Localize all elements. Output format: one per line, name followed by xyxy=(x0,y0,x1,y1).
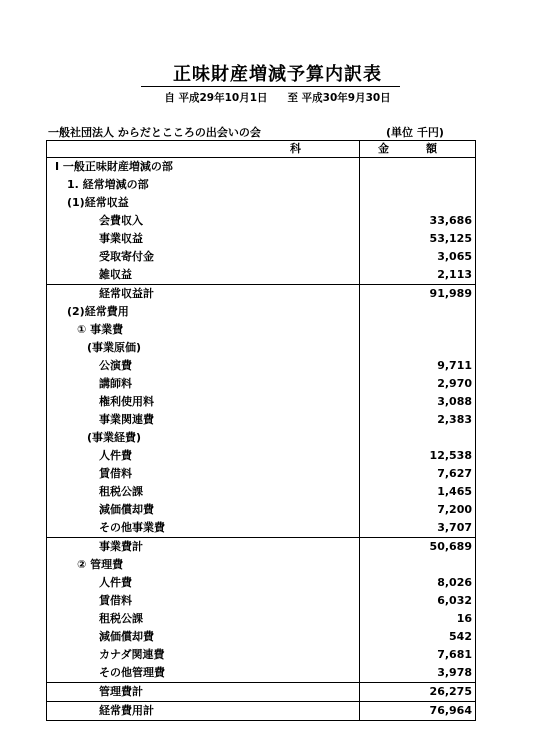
table-row xyxy=(47,628,476,646)
row-label: 減価償却費 xyxy=(47,628,360,646)
row-amount xyxy=(360,194,476,212)
row-amount: 1,465 xyxy=(437,485,472,498)
row-amount: 7,200 xyxy=(437,503,472,516)
row-amount: 12,538 xyxy=(429,449,472,462)
row-label: (1)経常収益 xyxy=(47,194,360,212)
amount-header xyxy=(360,141,476,158)
row-label: 事業費計 xyxy=(47,538,360,557)
budget-table xyxy=(46,140,476,721)
row-label: 雑収益 xyxy=(47,266,360,285)
table-row xyxy=(47,375,476,393)
table-row xyxy=(47,447,476,465)
row-amount: 542 xyxy=(449,630,472,643)
subtotal-row xyxy=(47,538,476,557)
table-row xyxy=(47,411,476,429)
row-label: 賃借料 xyxy=(47,592,360,610)
table-header-row xyxy=(47,141,476,158)
table-row xyxy=(47,610,476,628)
table-row xyxy=(47,194,476,212)
row-label: (事業経費) xyxy=(47,429,360,447)
row-label: 受取寄付金 xyxy=(47,248,360,266)
row-label: その他管理費 xyxy=(47,664,360,683)
row-amount: 9,711 xyxy=(437,359,472,372)
table-row xyxy=(47,483,476,501)
row-amount: 6,032 xyxy=(437,594,472,607)
row-label: 公演費 xyxy=(47,357,360,375)
row-label: その他事業費 xyxy=(47,519,360,538)
row-amount: 76,964 xyxy=(360,702,476,721)
amount-header-1: 金 xyxy=(378,142,389,155)
fiscal-period xyxy=(0,90,555,105)
row-label: 減価償却費 xyxy=(47,501,360,519)
table-row xyxy=(47,574,476,592)
table-row xyxy=(47,176,476,194)
table-row xyxy=(47,230,476,248)
table-row xyxy=(47,519,476,538)
table-row xyxy=(47,429,476,447)
amount-header-2: 額 xyxy=(426,142,437,155)
row-amount xyxy=(360,158,476,177)
row-label: 租税公課 xyxy=(47,483,360,501)
row-amount xyxy=(360,556,476,574)
row-label: 事業収益 xyxy=(47,230,360,248)
table-row xyxy=(47,393,476,411)
row-amount xyxy=(360,303,476,321)
table-row xyxy=(47,556,476,574)
row-amount xyxy=(360,429,476,447)
row-label: 経常収益計 xyxy=(47,285,360,304)
row-label: 人件費 xyxy=(47,574,360,592)
row-label: 租税公課 xyxy=(47,610,360,628)
row-label: カナダ関連費 xyxy=(47,646,360,664)
table-row xyxy=(47,646,476,664)
table-row xyxy=(47,321,476,339)
row-label: ① 事業費 xyxy=(47,321,360,339)
row-amount xyxy=(360,176,476,194)
table-row xyxy=(47,501,476,519)
row-amount xyxy=(360,321,476,339)
row-label: 1. 経常増減の部 xyxy=(47,176,360,194)
row-label: 人件費 xyxy=(47,447,360,465)
row-amount: 2,383 xyxy=(437,413,472,426)
total-row xyxy=(47,702,476,721)
table-row xyxy=(47,266,476,285)
unit-label: (単位 千円) xyxy=(386,126,444,139)
subject-header-1: 科 xyxy=(290,142,301,155)
row-amount: 8,026 xyxy=(437,576,472,589)
row-amount: 3,707 xyxy=(437,521,472,534)
row-amount: 91,989 xyxy=(360,285,476,304)
row-amount: 53,125 xyxy=(429,232,472,245)
title-underline xyxy=(141,86,400,87)
table-row xyxy=(47,357,476,375)
table-row xyxy=(47,158,476,177)
row-amount: 26,275 xyxy=(360,683,476,702)
row-label: 権利使用料 xyxy=(47,393,360,411)
row-amount: 3,088 xyxy=(437,395,472,408)
row-amount: 3,065 xyxy=(437,250,472,263)
period-to: 至 平成30年9月30日 xyxy=(287,92,391,104)
row-amount: 33,686 xyxy=(429,214,472,227)
row-label: 講師料 xyxy=(47,375,360,393)
table-row xyxy=(47,664,476,683)
row-label: 管理費計 xyxy=(47,683,360,702)
row-amount: 7,681 xyxy=(437,648,472,661)
row-label: Ⅰ 一般正味財産増減の部 xyxy=(47,158,360,177)
row-amount: 2,113 xyxy=(437,268,472,281)
row-label: 賃借料 xyxy=(47,465,360,483)
table-row xyxy=(47,465,476,483)
table-row xyxy=(47,248,476,266)
row-label: (2)経常費用 xyxy=(47,303,360,321)
row-label: 会費収入 xyxy=(47,212,360,230)
document-title: 正味財産増減予算内訳表 xyxy=(173,64,382,85)
row-label: 事業関連費 xyxy=(47,411,360,429)
organization-name: 一般社団法人 からだとこころの出会いの会 xyxy=(48,126,261,139)
row-amount: 50,689 xyxy=(360,538,476,557)
row-amount: 3,978 xyxy=(437,666,472,679)
table-row xyxy=(47,212,476,230)
row-amount xyxy=(360,339,476,357)
row-label: (事業原価) xyxy=(47,339,360,357)
subtotal-row xyxy=(47,683,476,702)
subtotal-row xyxy=(47,285,476,304)
subject-header xyxy=(47,141,360,158)
period-from: 自 平成29年10月1日 xyxy=(164,92,268,104)
table-row xyxy=(47,592,476,610)
table-row xyxy=(47,339,476,357)
table-row xyxy=(47,303,476,321)
row-label: 経常費用計 xyxy=(47,702,360,721)
row-amount: 7,627 xyxy=(437,467,472,480)
row-amount: 2,970 xyxy=(437,377,472,390)
row-amount: 16 xyxy=(456,612,472,625)
row-label: ② 管理費 xyxy=(47,556,360,574)
